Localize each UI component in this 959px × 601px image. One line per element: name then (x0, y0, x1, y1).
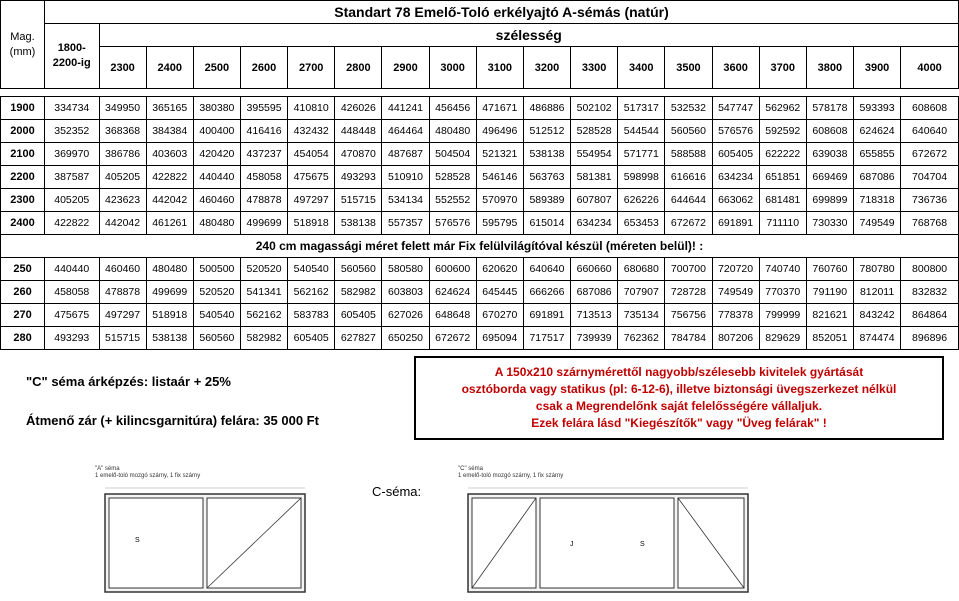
price-cell: 739939 (571, 327, 618, 350)
price-cell: 387587 (45, 166, 99, 189)
price-cell: 405205 (45, 189, 99, 212)
price-cell: 608608 (806, 120, 853, 143)
width-col-header: 2500 (193, 47, 240, 89)
price-cell: 634234 (571, 212, 618, 235)
price-cell: 896896 (901, 327, 959, 350)
price-cell: 500500 (193, 258, 240, 281)
price-cell: 496496 (476, 120, 523, 143)
price-cell: 395595 (240, 97, 287, 120)
table-row (1, 120, 959, 143)
height-header: Mag. (mm) (1, 1, 45, 89)
price-cell: 442042 (99, 212, 146, 235)
price-cell: 405205 (99, 166, 146, 189)
price-cell: 562162 (288, 281, 335, 304)
warning-box (414, 356, 944, 440)
price-cell: 352352 (45, 120, 99, 143)
price-cell: 660660 (571, 258, 618, 281)
price-cell: 718318 (854, 189, 901, 212)
price-cell: 570970 (476, 189, 523, 212)
price-cell: 478878 (99, 281, 146, 304)
price-cell: 626226 (618, 189, 665, 212)
price-cell: 608608 (901, 97, 959, 120)
price-cell: 653453 (618, 212, 665, 235)
price-cell: 598998 (618, 166, 665, 189)
price-cell: 441241 (382, 97, 429, 120)
price-cell: 471671 (476, 97, 523, 120)
row-height-header: 2100 (1, 143, 45, 166)
price-cell: 517317 (618, 97, 665, 120)
price-cell: 470870 (335, 143, 382, 166)
price-cell: 432432 (288, 120, 335, 143)
price-cell: 593393 (854, 97, 901, 120)
price-cell: 571771 (618, 143, 665, 166)
price-cell: 386786 (99, 143, 146, 166)
price-cell: 778378 (712, 304, 759, 327)
price-cell: 487687 (382, 143, 429, 166)
price-cell: 560560 (665, 120, 712, 143)
price-cell: 832832 (901, 281, 959, 304)
row-height-header: 2000 (1, 120, 45, 143)
price-cell: 512512 (523, 120, 570, 143)
price-cell: 672672 (665, 212, 712, 235)
price-cell: 422822 (45, 212, 99, 235)
warning-line: Ezek felára lásd "Kiegészítők" vagy "Üveg felárak" ! (531, 416, 827, 430)
price-cell: 504504 (429, 143, 476, 166)
row-height-header: 270 (1, 304, 45, 327)
width-col-header: 3000 (429, 47, 476, 89)
price-cell: 552552 (429, 189, 476, 212)
price-cell: 440440 (45, 258, 99, 281)
row-height-header: 260 (1, 281, 45, 304)
price-cell: 651851 (759, 166, 806, 189)
price-cell: 368368 (99, 120, 146, 143)
price-cell: 422822 (146, 166, 193, 189)
price-cell: 616616 (665, 166, 712, 189)
table-row (1, 281, 959, 304)
price-cell: 681481 (759, 189, 806, 212)
price-cell: 562162 (240, 304, 287, 327)
price-cell: 670270 (476, 304, 523, 327)
price-cell: 784784 (665, 327, 712, 350)
price-cell: 576576 (712, 120, 759, 143)
row-height-header: 2300 (1, 189, 45, 212)
price-cell: 622222 (759, 143, 806, 166)
price-cell: 475675 (45, 304, 99, 327)
price-cell: 821621 (806, 304, 853, 327)
price-cell: 400400 (193, 120, 240, 143)
price-cell: 852051 (806, 327, 853, 350)
price-cell: 791190 (806, 281, 853, 304)
price-cell: 403603 (146, 143, 193, 166)
price-cell: 874474 (854, 327, 901, 350)
width-col-header: 3200 (523, 47, 570, 89)
price-cell: 518918 (146, 304, 193, 327)
price-cell: 717517 (523, 327, 570, 350)
price-cell: 592592 (759, 120, 806, 143)
price-cell: 600600 (429, 258, 476, 281)
price-cell: 583783 (288, 304, 335, 327)
price-cell: 540540 (288, 258, 335, 281)
price-cell: 546146 (476, 166, 523, 189)
width-col-header: 3100 (476, 47, 523, 89)
price-cell: 605405 (335, 304, 382, 327)
price-cell: 480480 (193, 212, 240, 235)
c-schema-label-j: J (570, 541, 574, 548)
price-cell: 700700 (665, 258, 712, 281)
price-cell: 595795 (476, 212, 523, 235)
price-cell: 461261 (146, 212, 193, 235)
price-cell: 538138 (335, 212, 382, 235)
a-schema-label: S (135, 537, 140, 544)
price-cell: 634234 (712, 166, 759, 189)
price-cell: 456456 (429, 97, 476, 120)
width-col-header: 3700 (759, 47, 806, 89)
price-cell: 478878 (240, 189, 287, 212)
price-cell: 442042 (146, 189, 193, 212)
width-col-header: 3300 (571, 47, 618, 89)
price-cell: 510910 (382, 166, 429, 189)
price-cell: 699899 (806, 189, 853, 212)
price-cell: 578178 (806, 97, 853, 120)
price-cell: 538138 (523, 143, 570, 166)
c-schema-label-s: S (640, 541, 645, 548)
row-height-header: 2400 (1, 212, 45, 235)
price-cell: 460460 (99, 258, 146, 281)
price-cell: 768768 (901, 212, 959, 235)
width-col-header: 2400 (146, 47, 193, 89)
price-cell: 540540 (193, 304, 240, 327)
price-cell: 410810 (288, 97, 335, 120)
price-cell: 680680 (618, 258, 665, 281)
price-cell: 749549 (854, 212, 901, 235)
price-cell: 499699 (240, 212, 287, 235)
price-cell: 518918 (288, 212, 335, 235)
fix-note: 240 cm magassági méret felett már Fix felülvilágítóval készül (méreten belül)! : (1, 235, 959, 258)
price-cell: 582982 (335, 281, 382, 304)
table-row (1, 143, 959, 166)
price-cell: 334734 (45, 97, 99, 120)
table-row (1, 304, 959, 327)
price-cell: 532532 (665, 97, 712, 120)
price-cell: 437237 (240, 143, 287, 166)
warning-line: osztóborda vagy statikus (pl: 6-12-6), illetve biztonsági üvegszerkezet nélkül (461, 382, 897, 396)
price-cell: 460460 (193, 189, 240, 212)
price-cell: 454054 (288, 143, 335, 166)
price-cell: 497297 (99, 304, 146, 327)
price-cell: 423623 (99, 189, 146, 212)
price-cell: 581381 (571, 166, 618, 189)
price-cell: 663062 (712, 189, 759, 212)
price-cell: 707907 (618, 281, 665, 304)
price-cell: 475675 (288, 166, 335, 189)
price-cell: 420420 (193, 143, 240, 166)
price-cell: 493293 (45, 327, 99, 350)
price-cell: 780780 (854, 258, 901, 281)
price-cell: 520520 (240, 258, 287, 281)
width-col-header: 3600 (712, 47, 759, 89)
price-cell: 349950 (99, 97, 146, 120)
price-cell: 691891 (712, 212, 759, 235)
price-cell: 521321 (476, 143, 523, 166)
price-cell: 544544 (618, 120, 665, 143)
table-row (1, 258, 959, 281)
lock-note: Átmenő zár (+ kilincsgarnitúra) felára: 35 000 Ft (26, 413, 319, 428)
price-cell: 563763 (523, 166, 570, 189)
price-cell: 607807 (571, 189, 618, 212)
price-cell: 499699 (146, 281, 193, 304)
a-schema-subtitle: 1 emelő-toló mozgó szárny, 1 fix szárny (95, 473, 201, 479)
price-cell: 720720 (712, 258, 759, 281)
price-cell: 528528 (571, 120, 618, 143)
width-col-header: 3900 (854, 47, 901, 89)
price-cell: 560560 (193, 327, 240, 350)
price-cell: 541341 (240, 281, 287, 304)
price-cell: 534134 (382, 189, 429, 212)
price-cell: 650250 (382, 327, 429, 350)
price-cell: 554954 (571, 143, 618, 166)
price-cell: 528528 (429, 166, 476, 189)
price-cell: 464464 (382, 120, 429, 143)
price-cell: 416416 (240, 120, 287, 143)
price-cell: 603803 (382, 281, 429, 304)
price-cell: 458058 (45, 281, 99, 304)
price-cell: 672672 (901, 143, 959, 166)
price-cell: 547747 (712, 97, 759, 120)
width-col-header: 2900 (382, 47, 429, 89)
price-cell: 760760 (806, 258, 853, 281)
price-cell: 730330 (806, 212, 853, 235)
price-cell: 557357 (382, 212, 429, 235)
price-cell: 538138 (146, 327, 193, 350)
price-cell: 365165 (146, 97, 193, 120)
row-height-header: 2200 (1, 166, 45, 189)
price-cell: 704704 (901, 166, 959, 189)
price-cell: 864864 (901, 304, 959, 327)
row-height-header: 280 (1, 327, 45, 350)
price-cell: 502102 (571, 97, 618, 120)
price-cell: 695094 (476, 327, 523, 350)
price-cell: 829629 (759, 327, 806, 350)
width-col-header: 3400 (618, 47, 665, 89)
price-cell: 580580 (382, 258, 429, 281)
price-cell: 728728 (665, 281, 712, 304)
price-cell: 627026 (382, 304, 429, 327)
price-cell: 762362 (618, 327, 665, 350)
price-cell: 800800 (901, 258, 959, 281)
width-col-header: 2800 (335, 47, 382, 89)
price-cell: 560560 (335, 258, 382, 281)
price-cell: 605405 (288, 327, 335, 350)
price-cell: 493293 (335, 166, 382, 189)
table-row (1, 189, 959, 212)
price-cell: 520520 (193, 281, 240, 304)
price-cell: 648648 (429, 304, 476, 327)
price-cell: 843242 (854, 304, 901, 327)
width-col-header: 3800 (806, 47, 853, 89)
price-cell: 756756 (665, 304, 712, 327)
price-cell: 639038 (806, 143, 853, 166)
price-cell: 640640 (901, 120, 959, 143)
width-col-header: 2600 (240, 47, 287, 89)
price-cell: 687086 (854, 166, 901, 189)
a-schema-drawing (95, 466, 315, 600)
width-col-header: 3500 (665, 47, 712, 89)
c-schema-title: "C" séma (458, 466, 483, 472)
price-cell: 749549 (712, 281, 759, 304)
price-cell: 799999 (759, 304, 806, 327)
c-schema-subtitle: 1 emelő-toló mozgó szárny, 1 fix szárny (458, 473, 564, 479)
price-cell: 655855 (854, 143, 901, 166)
price-cell: 627827 (335, 327, 382, 350)
price-cell: 624624 (854, 120, 901, 143)
width-header: szélesség (99, 24, 959, 47)
price-cell: 615014 (523, 212, 570, 235)
table-row (1, 97, 959, 120)
width-col-header: 2700 (288, 47, 335, 89)
warning-line: csak a Megrendelőnk saját felelősségére vállaljuk. (535, 399, 823, 413)
price-cell: 605405 (712, 143, 759, 166)
price-cell: 691891 (523, 304, 570, 327)
width-col-header: 4000 (901, 47, 959, 89)
price-cell: 515715 (335, 189, 382, 212)
row-height-header: 250 (1, 258, 45, 281)
price-cell: 812011 (854, 281, 901, 304)
price-cell: 669469 (806, 166, 853, 189)
price-cell: 486886 (523, 97, 570, 120)
price-cell: 588588 (665, 143, 712, 166)
price-cell: 458058 (240, 166, 287, 189)
price-cell: 644644 (665, 189, 712, 212)
price-cell: 562962 (759, 97, 806, 120)
price-cell: 807206 (712, 327, 759, 350)
price-cell: 645445 (476, 281, 523, 304)
c-schema-drawing (458, 466, 758, 600)
row-height-header: 1900 (1, 97, 45, 120)
price-cell: 426026 (335, 97, 382, 120)
price-cell: 440440 (193, 166, 240, 189)
warning-line: A 150x210 szárnymérettől nagyobb/szélesebb kivitelek gyártását (494, 365, 864, 379)
price-cell: 666266 (523, 281, 570, 304)
table-row (1, 212, 959, 235)
width-col-header: 2300 (99, 47, 146, 89)
price-cell: 736736 (901, 189, 959, 212)
price-cell: 735134 (618, 304, 665, 327)
price-cell: 576576 (429, 212, 476, 235)
price-cell: 740740 (759, 258, 806, 281)
price-cell: 448448 (335, 120, 382, 143)
price-cell: 480480 (429, 120, 476, 143)
price-cell: 672672 (429, 327, 476, 350)
price-cell: 515715 (99, 327, 146, 350)
price-cell: 582982 (240, 327, 287, 350)
price-cell: 497297 (288, 189, 335, 212)
table-row (1, 327, 959, 350)
price-cell: 369970 (45, 143, 99, 166)
price-cell: 620620 (476, 258, 523, 281)
range-header: 1800-2200-ig (45, 24, 99, 89)
table-row (1, 166, 959, 189)
price-cell: 384384 (146, 120, 193, 143)
a-schema-title: "A" séma (95, 466, 120, 472)
price-cell: 640640 (523, 258, 570, 281)
c-price-note: "C" séma árképzés: listaár + 25% (26, 374, 231, 389)
price-cell: 711110 (759, 212, 806, 235)
price-cell: 770370 (759, 281, 806, 304)
price-cell: 380380 (193, 97, 240, 120)
c-schema-label: C-séma: (372, 484, 422, 499)
page-title: Standart 78 Emelő-Toló erkélyajtó A-sémás (natúr) (45, 1, 959, 24)
price-cell: 480480 (146, 258, 193, 281)
price-cell: 589389 (523, 189, 570, 212)
price-cell: 687086 (571, 281, 618, 304)
price-cell: 624624 (429, 281, 476, 304)
price-cell: 713513 (571, 304, 618, 327)
